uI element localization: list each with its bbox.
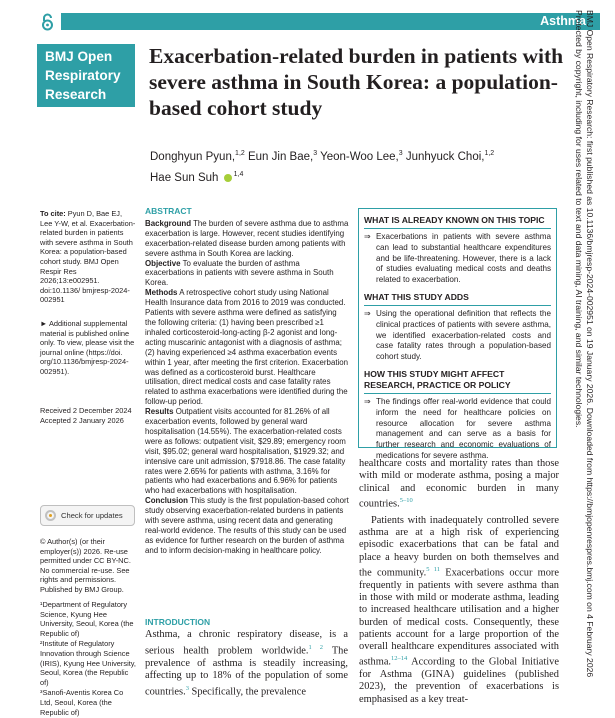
abstract-text: To evaluate the burden of asthma exacerbations in patients with severe asthma in South Korea. <box>145 258 334 288</box>
abstract-methods <box>145 288 349 407</box>
body-text: According to the Global Initiative for Asthma (GINA) guidelines (published 2023), the prevention of exacerbations is emphasised as a key treat- <box>359 656 559 705</box>
author-name: Junhyuck Choi, <box>402 150 485 163</box>
author-affil: 3 <box>398 150 403 157</box>
crossmark-icon <box>45 510 56 521</box>
download-notice: BMJ Open Respiratory Research: first published as 10.1136/bmjresp-2024-002951 on 19 January 2026. Downloaded from https://bmjopenrespres.bmj.com on 4 February 2026 <box>585 10 595 678</box>
section-label: Asthma <box>61 13 600 30</box>
arrow-icon: ⇒ <box>364 396 371 406</box>
affiliations <box>40 600 136 718</box>
journal-line: BMJ Open <box>45 49 113 64</box>
abstract-results <box>145 407 349 496</box>
key-heading: HOW THIS STUDY MIGHT AFFECT RESEARCH, PRACTICE OR POLICY <box>364 368 511 390</box>
abstract-label: Methods <box>145 288 178 298</box>
abstract-conclusion <box>145 496 349 555</box>
copyright-notice: Protected by copyright, including for uses related to text and data mining, AI training, and similar technologies. <box>574 10 584 428</box>
key-heading: WHAT THIS STUDY ADDS <box>364 291 469 302</box>
author-name: Hae Sun Suh <box>150 171 219 184</box>
reference-link[interactable]: 5–10 <box>399 496 413 504</box>
author-name: Donghyun Pyun, <box>150 150 236 163</box>
paragraph <box>359 458 559 511</box>
author-affil: 3 <box>313 150 318 157</box>
supplemental-note[interactable]: ► Additional supplemental material is published online only. To view, please visit the journal online (https://doi. org/10.1136/bmjresp-2024- 002951). <box>40 319 135 376</box>
check-updates-label: Check for updates <box>61 511 123 520</box>
journal-logo <box>37 44 135 107</box>
body-text: Patients with inadequately controlled severe asthma are at a high risk of experiencing episodic exacerbations that can be fatal and place a heavy burden on both themselves and the community. <box>359 514 559 579</box>
reference-link[interactable]: 5 11 <box>426 565 440 573</box>
author-affil: 1,2 <box>484 150 495 157</box>
journal-line: Respiratory <box>45 68 121 83</box>
key-messages-box <box>358 208 557 460</box>
orcid-icon[interactable] <box>224 174 232 182</box>
arrow-icon: ⇒ <box>364 308 371 318</box>
key-item <box>364 397 551 462</box>
affiliation-item: ³Sanofi-Aventis Korea Co Ltd, Seoul, Korea (the Republic of) <box>40 688 124 717</box>
citation-text: Pyun D, Bae EJ, Lee Y-W, et al. Exacerbation-related burden in patients with severe asthma in South Korea: a population-based cohort study. BMJ Open Respir Res 2026;13:e002951. doi:10.1136/ bmjresp-2024-002951 <box>40 209 136 305</box>
arrow-icon: ⇒ <box>364 232 371 241</box>
citation-block <box>40 209 136 305</box>
body-text: Specifically, the prevalence <box>188 686 306 698</box>
abstract-objective <box>145 259 349 289</box>
reference-link[interactable]: 1 2 <box>308 643 324 651</box>
author-affil: 1,4 <box>233 170 244 178</box>
key-item <box>364 232 551 286</box>
key-text: The findings offer real-world evidence that could inform the need for healthcare policies on resource allocation for severe asthma management and can serve as a basis for further research and economic evaluations of medications for severe asthma. <box>376 396 551 460</box>
abstract-text: A retrospective cohort study using National Health Insurance data from 2016 to 2019 was conducted. Patients with severe asthma were defined as satisfying the following criteria: (1) having been prescribed ≥1 inhaled corticosteroid-long-acting β-2 agonist and long-acting muscarinic antagonist with a diagnosis of asthma; (2) having experienced ≥4 asthma exacerbation events within 1 year, after meeting the first criterion. Exacerbation was defined as a corticosteroid burst. Healthcare utilisation, direct medical costs and case fatality rates related to asthma exacerbations were identified during the follow-up period. <box>145 288 349 407</box>
abstract <box>145 207 349 556</box>
affiliation-item: ¹Department of Regulatory Science, Kyung Hee University, Seoul, Korea (the Republic of) <box>40 600 134 638</box>
abstract-label: Results <box>145 407 174 417</box>
abstract-text: The burden of severe asthma due to asthma exacerbation is large. However, recent studies identifying exacerbation-related disease burden among patients with severe asthma in South Korea are lacking. <box>145 218 349 258</box>
body-text: healthcare costs and mortality rates than those with mild or moderate asthma, posing a major clinical and economic burden in many countries. <box>359 458 559 510</box>
check-for-updates-button[interactable] <box>40 505 135 526</box>
key-item <box>364 309 551 363</box>
article-title: Exacerbation-related burden in patients with severe asthma in South Korea: a population-based cohort study <box>149 44 564 120</box>
abstract-label: Background <box>145 218 192 228</box>
journal-line: Research <box>45 87 107 102</box>
divider <box>364 228 551 229</box>
body-text: Asthma, a chronic respiratory disease, is a serious health problem worldwide. <box>145 629 348 657</box>
author-list <box>150 145 560 187</box>
introduction-text <box>145 629 348 699</box>
copyright-block: © Author(s) (or their employer(s)) 2026. Re-use permitted under CC BY-NC. No commercial re-use. See rights and permissions. Published by BMJ Group. <box>40 537 131 594</box>
received-date: Received 2 December 2024 <box>40 406 132 415</box>
introduction-heading: INTRODUCTION <box>145 617 211 627</box>
abstract-label: Conclusion <box>145 496 188 506</box>
divider <box>364 393 551 394</box>
accepted-date: Accepted 2 January 2026 <box>40 415 124 425</box>
abstract-label: Objective <box>145 258 181 268</box>
body-text: Exacerbations occur more frequently in patients with severe asthma than in those with mild or moderate asthma, leading to increased healthcare utilisation and a higher burden of medical costs. Consequently, these patients account for a large proportion of the overall healthcare expenditures associated with asthma. <box>359 567 559 668</box>
abstract-text: This study is the first population-based cohort study observing exacerbation-related burdens in patients with severe asthma, using recent data and generating real-world evidence. The results of this study can be used as evidence for further research on the burden of asthma and to inform decision-making in healthcare policy. <box>145 496 349 555</box>
reference-link[interactable]: 12–14 <box>391 655 408 663</box>
key-heading: WHAT IS ALREADY KNOWN ON THIS TOPIC <box>364 215 545 225</box>
reference-link[interactable]: 3 <box>185 684 189 692</box>
abstract-background <box>145 219 349 259</box>
dates-block <box>40 406 136 425</box>
key-text: Using the operational definition that reflects the clinical practices of patients with severe asthma, we identified exacerbation-related costs and case fatality rates through a population-based cohort study. <box>376 308 551 362</box>
abstract-heading: ABSTRACT <box>145 206 192 216</box>
author-affil: 1,2 <box>235 150 245 157</box>
abstract-text: Outpatient visits accounted for 81.26% of all exacerbation events, followed by general ward hospitalisation (14.55%). The exacerbation-related costs were as follows: outpatient visit, $29.89; emergency room visit, $95.02; general ward hospitalisation, $1929.32; and intensive care unit admission, $7918.86. The case fatality rates were 2.65% for patients with asthma, 3.16% for patients who had exacerbations and 6.96% for patients who had exacerbations with hospitalisation. <box>145 407 346 496</box>
key-text: Exacerbations in patients with severe asthma can lead to substantial healthcare expenditures and be life-threatening. However, there is a lack of studies evaluating medical costs and deaths related to exacerbation. <box>376 232 551 285</box>
body-text-column <box>359 458 559 710</box>
paragraph <box>359 515 559 706</box>
author-name: Eun Jin Bae, <box>244 150 314 163</box>
open-access-icon <box>41 13 54 31</box>
citation-label: To cite: <box>40 209 66 218</box>
author-name: Yeon-Woo Lee, <box>317 150 399 163</box>
affiliation-item: ²Institute of Regulatory Innovation through Science (IRIS), Kyung Hee University, Seoul, Korea (the Republic of) <box>40 639 136 687</box>
download-notice-strip <box>574 10 615 690</box>
body-text: The prevalence of asthma is steadily increasing, affecting up to 18% of the population of some countries. <box>145 645 348 698</box>
divider <box>364 305 551 306</box>
